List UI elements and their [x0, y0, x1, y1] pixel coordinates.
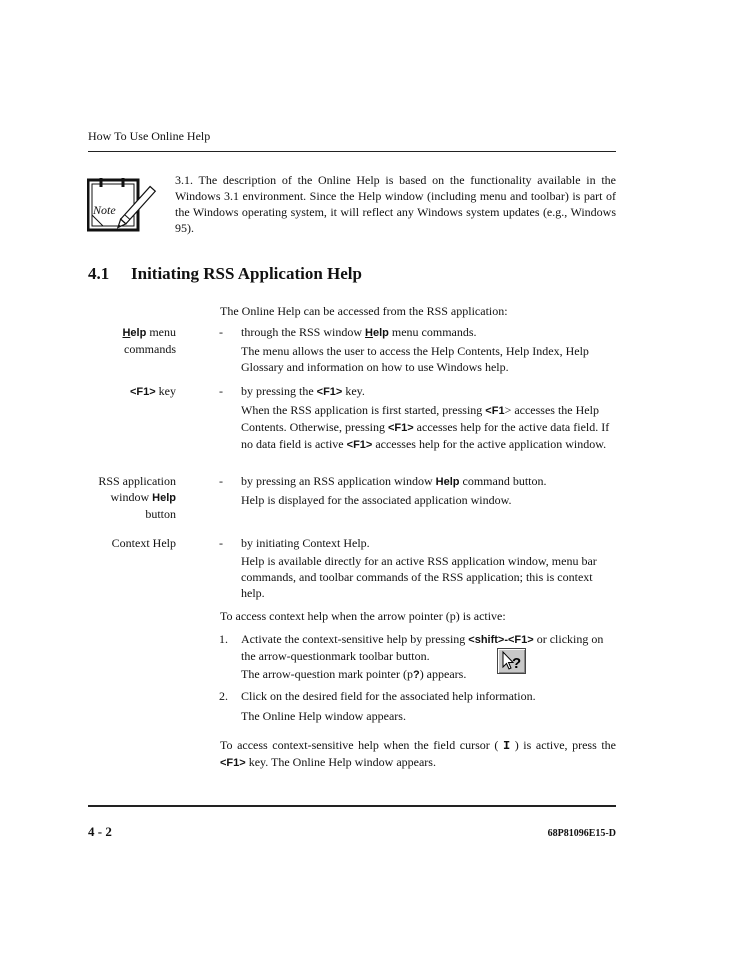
- item-help-menu-lead: through the RSS window Help menu commands.: [241, 325, 477, 339]
- item-context-help-lead: by initiating Context Help.: [241, 536, 370, 550]
- svg-text:?: ?: [512, 655, 522, 672]
- step-2-result: The Online Help window appears.: [241, 709, 406, 723]
- item-window-help-lead: by pressing an RSS application window Help command button.: [241, 474, 547, 488]
- field-cursor-icon: I: [502, 739, 511, 753]
- item-help-menu-detail: The menu allows the user to access the Help Contents, Help Index, Help Glossary and information on how to use Windows help.: [241, 344, 589, 374]
- running-header: How To Use Online Help: [88, 129, 211, 143]
- header-rule: [88, 151, 616, 152]
- document-code: 68P81096E15-D: [547, 828, 616, 839]
- bullet-dash: -: [219, 325, 223, 339]
- bullet-dash: -: [219, 384, 223, 398]
- section-number: 4.1: [88, 264, 110, 283]
- context-intro: To access context help when the arrow pointer (p) is active:: [220, 609, 506, 623]
- label-context-help: Context Help: [111, 536, 176, 550]
- item-window-help-detail: Help is displayed for the associated application window.: [241, 493, 512, 507]
- note-icon-label: Note: [93, 203, 116, 217]
- closing-text: To access context-sensitive help when the field cursor ( I ) is active, press the <F1> key. The Online Help window appears.: [220, 738, 616, 769]
- item-f1-lead: by pressing the <F1> key.: [241, 384, 365, 398]
- note-text: 3.1. The description of the Online Help is based on the functionality available in the Windows 3.1 environment. Since the Help window (including menu and toolbar) is part of the Windows operating system, it will reflect any Windows system updates (e.g., Windows 95).: [175, 173, 616, 235]
- page-number: 4 - 2: [88, 824, 112, 839]
- step-number: 1.: [219, 632, 228, 646]
- note-icon: [87, 177, 163, 233]
- label-window-help-button: RSS application window Help button: [98, 474, 176, 521]
- arrow-questionmark-toolbar-button[interactable]: [497, 648, 526, 674]
- step-1-result: The arrow-question mark pointer (p?) appears.: [241, 667, 467, 681]
- intro-text: The Online Help can be accessed from the RSS application:: [220, 304, 508, 318]
- arrow-question-icon: [498, 649, 525, 673]
- section-title: Initiating RSS Application Help: [131, 264, 362, 283]
- item-f1-detail: When the RSS application is first started, pressing <F1> accesses the Help Contents. Otherwise, pressing <F1> accesses help for the active data field. If no data field is active <F1> accesses help for the active application window.: [241, 403, 610, 451]
- label-help-menu: Help menu commands: [122, 325, 176, 356]
- bullet-dash: -: [219, 474, 223, 488]
- step-2-text: Click on the desired field for the associated help information.: [241, 689, 536, 703]
- step-1-text: Activate the context-sensitive help by pressing <shift>-<F1> or clicking on the arrow-questionmark toolbar button.: [241, 632, 604, 663]
- footer-rule: [88, 805, 616, 807]
- bullet-dash: -: [219, 536, 223, 550]
- step-number: 2.: [219, 689, 228, 703]
- item-context-help-detail: Help is available directly for an active RSS application window, menu bar commands, and toolbar commands of the RSS application; this is context help.: [241, 554, 597, 600]
- section-heading: [88, 264, 362, 284]
- label-f1-key: <F1> key: [129, 384, 176, 398]
